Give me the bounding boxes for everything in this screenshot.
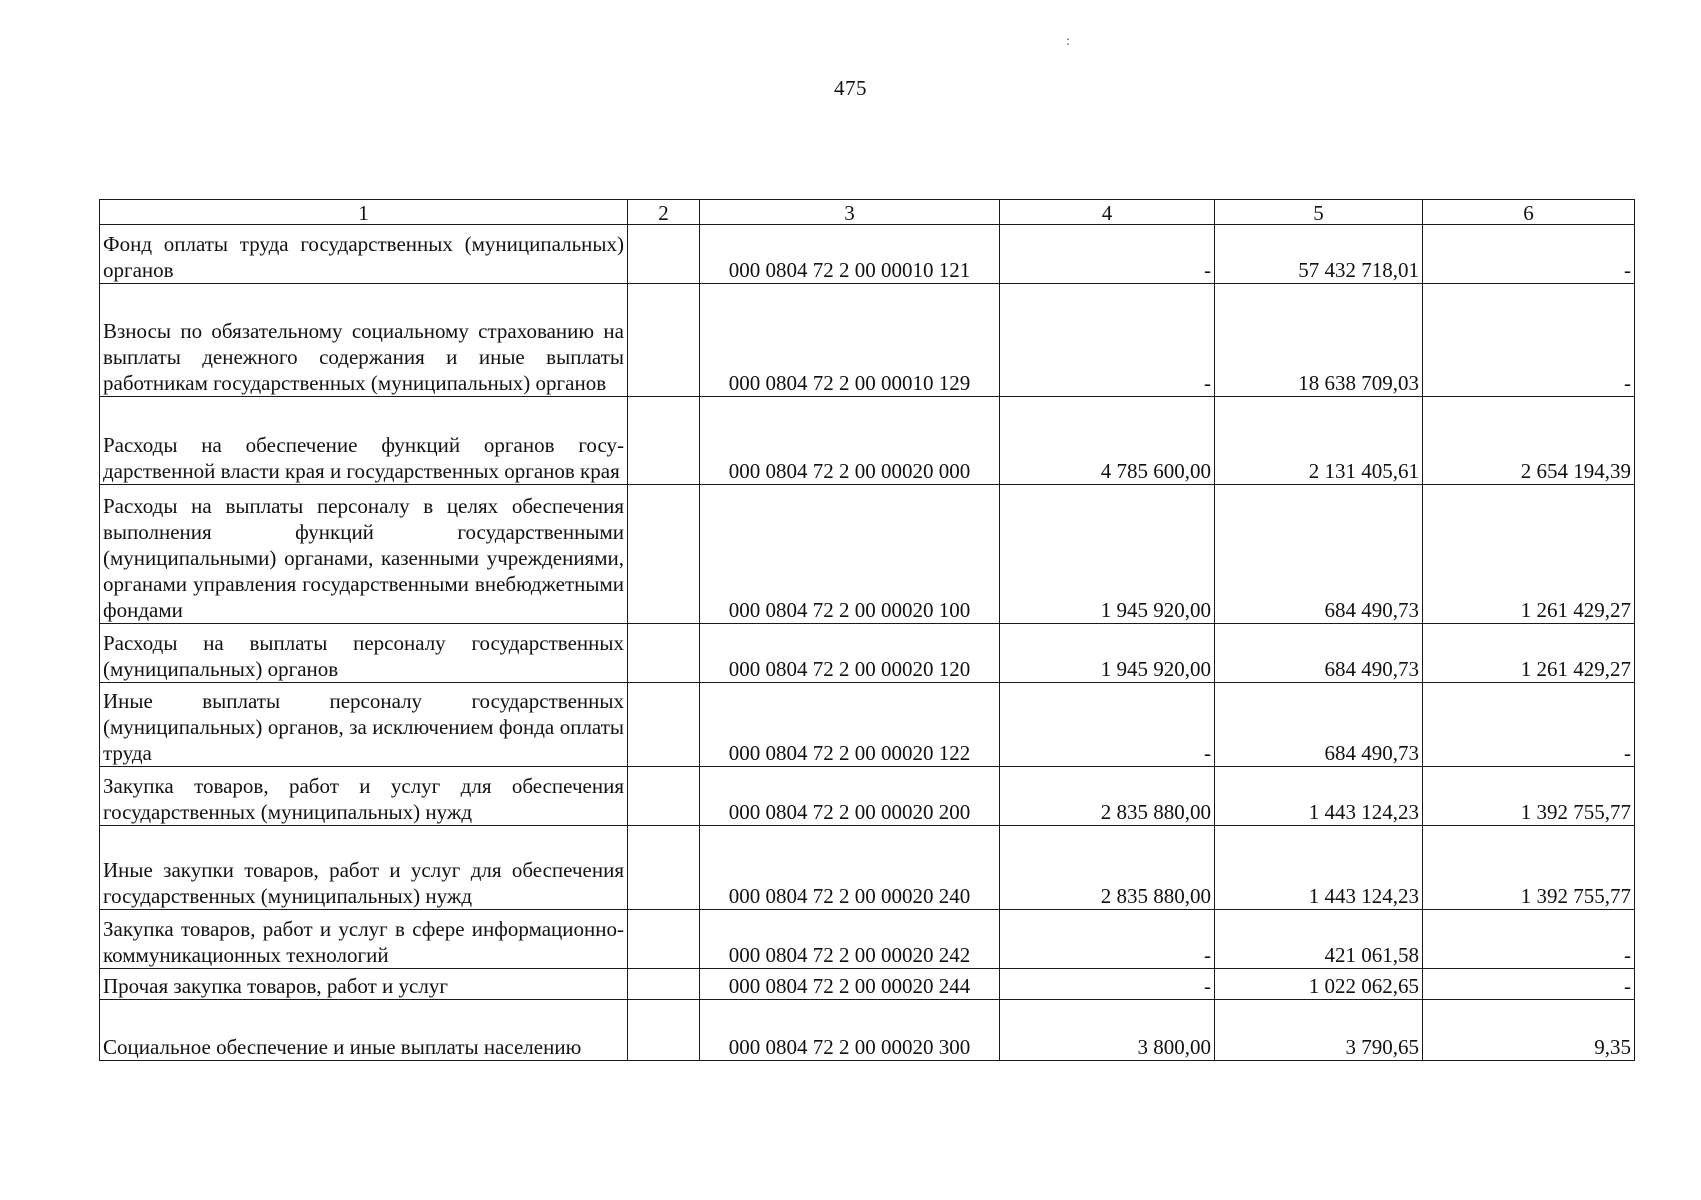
row-code: 000 0804 72 2 00 00020 100 bbox=[700, 485, 1000, 624]
table-row bbox=[100, 1000, 1635, 1061]
row-col2 bbox=[628, 683, 700, 767]
row-col5-value: 684 490,73 bbox=[1215, 624, 1423, 683]
row-col5-value: 421 061,58 bbox=[1215, 910, 1423, 969]
row-col4-value: 3 800,00 bbox=[1000, 1000, 1215, 1061]
row-col2 bbox=[628, 910, 700, 969]
row-col6-value: 1 392 755,77 bbox=[1423, 826, 1635, 910]
row-col5-value: 1 022 062,65 bbox=[1215, 969, 1423, 1000]
scan-artifact-mark: : bbox=[1066, 34, 1070, 49]
row-col5-value: 3 790,65 bbox=[1215, 1000, 1423, 1061]
table-row bbox=[100, 969, 1635, 1000]
row-col6-value: - bbox=[1423, 683, 1635, 767]
row-col5-value: 684 490,73 bbox=[1215, 485, 1423, 624]
row-col4-value: - bbox=[1000, 969, 1215, 1000]
row-col5-value: 18 638 709,03 bbox=[1215, 284, 1423, 397]
row-col6-value: 1 261 429,27 bbox=[1423, 485, 1635, 624]
row-name: Социальное обеспечение и иные выплаты населению bbox=[100, 1000, 628, 1061]
table-body bbox=[100, 225, 1635, 1061]
row-col6-value: - bbox=[1423, 969, 1635, 1000]
row-col4-value: 4 785 600,00 bbox=[1000, 397, 1215, 485]
row-name: Прочая закупка товаров, работ и услуг bbox=[100, 969, 628, 1000]
row-name: Иные выплаты персоналу государственных (муниципальных) органов, за исключением фонда оплаты труда bbox=[100, 683, 628, 767]
table-row bbox=[100, 624, 1635, 683]
row-col4-value: 2 835 880,00 bbox=[1000, 767, 1215, 826]
row-col2 bbox=[628, 624, 700, 683]
row-col4-value: 1 945 920,00 bbox=[1000, 485, 1215, 624]
table-row bbox=[100, 284, 1635, 397]
row-col4-value: - bbox=[1000, 683, 1215, 767]
row-col2 bbox=[628, 225, 700, 284]
header-col-6: 6 bbox=[1423, 200, 1635, 225]
row-name: Расходы на выплаты персоналу государственных (муниципальных) органов bbox=[100, 624, 628, 683]
table-row bbox=[100, 826, 1635, 910]
row-col6-value: 2 654 194,39 bbox=[1423, 397, 1635, 485]
row-col2 bbox=[628, 969, 700, 1000]
row-col6-value: - bbox=[1423, 910, 1635, 969]
row-code: 000 0804 72 2 00 00020 240 bbox=[700, 826, 1000, 910]
row-col4-value: 2 835 880,00 bbox=[1000, 826, 1215, 910]
row-col5-value: 684 490,73 bbox=[1215, 683, 1423, 767]
table-row bbox=[100, 683, 1635, 767]
row-col2 bbox=[628, 826, 700, 910]
header-col-3: 3 bbox=[700, 200, 1000, 225]
row-col6-value: 9,35 bbox=[1423, 1000, 1635, 1061]
header-col-1: 1 bbox=[100, 200, 628, 225]
row-col5-value: 1 443 124,23 bbox=[1215, 826, 1423, 910]
row-col6-value: 1 261 429,27 bbox=[1423, 624, 1635, 683]
table-row bbox=[100, 767, 1635, 826]
row-code: 000 0804 72 2 00 00020 120 bbox=[700, 624, 1000, 683]
row-col2 bbox=[628, 485, 700, 624]
row-name: Закупка товаров, работ и услуг для обеспечения государственных (муниципальных) нужд bbox=[100, 767, 628, 826]
row-col2 bbox=[628, 397, 700, 485]
row-col4-value: - bbox=[1000, 910, 1215, 969]
row-col4-value: 1 945 920,00 bbox=[1000, 624, 1215, 683]
row-name: Иные закупки товаров, работ и услуг для обеспечения государственных (муниципальных) нужд bbox=[100, 826, 628, 910]
table-row bbox=[100, 910, 1635, 969]
row-name: Фонд оплаты труда государственных (муниципальных) органов bbox=[100, 225, 628, 284]
table-row bbox=[100, 225, 1635, 284]
row-col2 bbox=[628, 1000, 700, 1061]
budget-report-table bbox=[99, 199, 1635, 1061]
row-col4-value: - bbox=[1000, 284, 1215, 397]
header-row bbox=[100, 200, 1635, 225]
row-code: 000 0804 72 2 00 00020 200 bbox=[700, 767, 1000, 826]
row-code: 000 0804 72 2 00 00020 244 bbox=[700, 969, 1000, 1000]
row-col6-value: - bbox=[1423, 284, 1635, 397]
row-name: Расходы на обеспечение функций органов государственной власти края и государственных органов края bbox=[100, 397, 628, 485]
row-col6-value: - bbox=[1423, 225, 1635, 284]
row-code: 000 0804 72 2 00 00010 121 bbox=[700, 225, 1000, 284]
table-row bbox=[100, 397, 1635, 485]
header-col-2: 2 bbox=[628, 200, 700, 225]
row-col5-value: 2 131 405,61 bbox=[1215, 397, 1423, 485]
row-name: Расходы на выплаты персоналу в целях обеспечения выполнения функций государственными (муниципальными) органами, казенными учреждениями, органами управления государственными внебюджетными фондами bbox=[100, 485, 628, 624]
row-col5-value: 57 432 718,01 bbox=[1215, 225, 1423, 284]
header-col-5: 5 bbox=[1215, 200, 1423, 225]
row-name: Взносы по обязательному социальному страхованию на выплаты денежного содержания и иные выплаты работникам государственных (муниципальных) органов bbox=[100, 284, 628, 397]
row-code: 000 0804 72 2 00 00020 242 bbox=[700, 910, 1000, 969]
row-col4-value: - bbox=[1000, 225, 1215, 284]
row-col2 bbox=[628, 767, 700, 826]
row-code: 000 0804 72 2 00 00010 129 bbox=[700, 284, 1000, 397]
table-row bbox=[100, 485, 1635, 624]
row-col6-value: 1 392 755,77 bbox=[1423, 767, 1635, 826]
row-code: 000 0804 72 2 00 00020 000 bbox=[700, 397, 1000, 485]
row-col5-value: 1 443 124,23 bbox=[1215, 767, 1423, 826]
table-header bbox=[100, 200, 1635, 225]
header-col-4: 4 bbox=[1000, 200, 1215, 225]
row-code: 000 0804 72 2 00 00020 122 bbox=[700, 683, 1000, 767]
page-number: 475 bbox=[834, 76, 867, 100]
row-code: 000 0804 72 2 00 00020 300 bbox=[700, 1000, 1000, 1061]
row-name: Закупка товаров, работ и услуг в сфере информационно-коммуникационных технологий bbox=[100, 910, 628, 969]
row-col2 bbox=[628, 284, 700, 397]
